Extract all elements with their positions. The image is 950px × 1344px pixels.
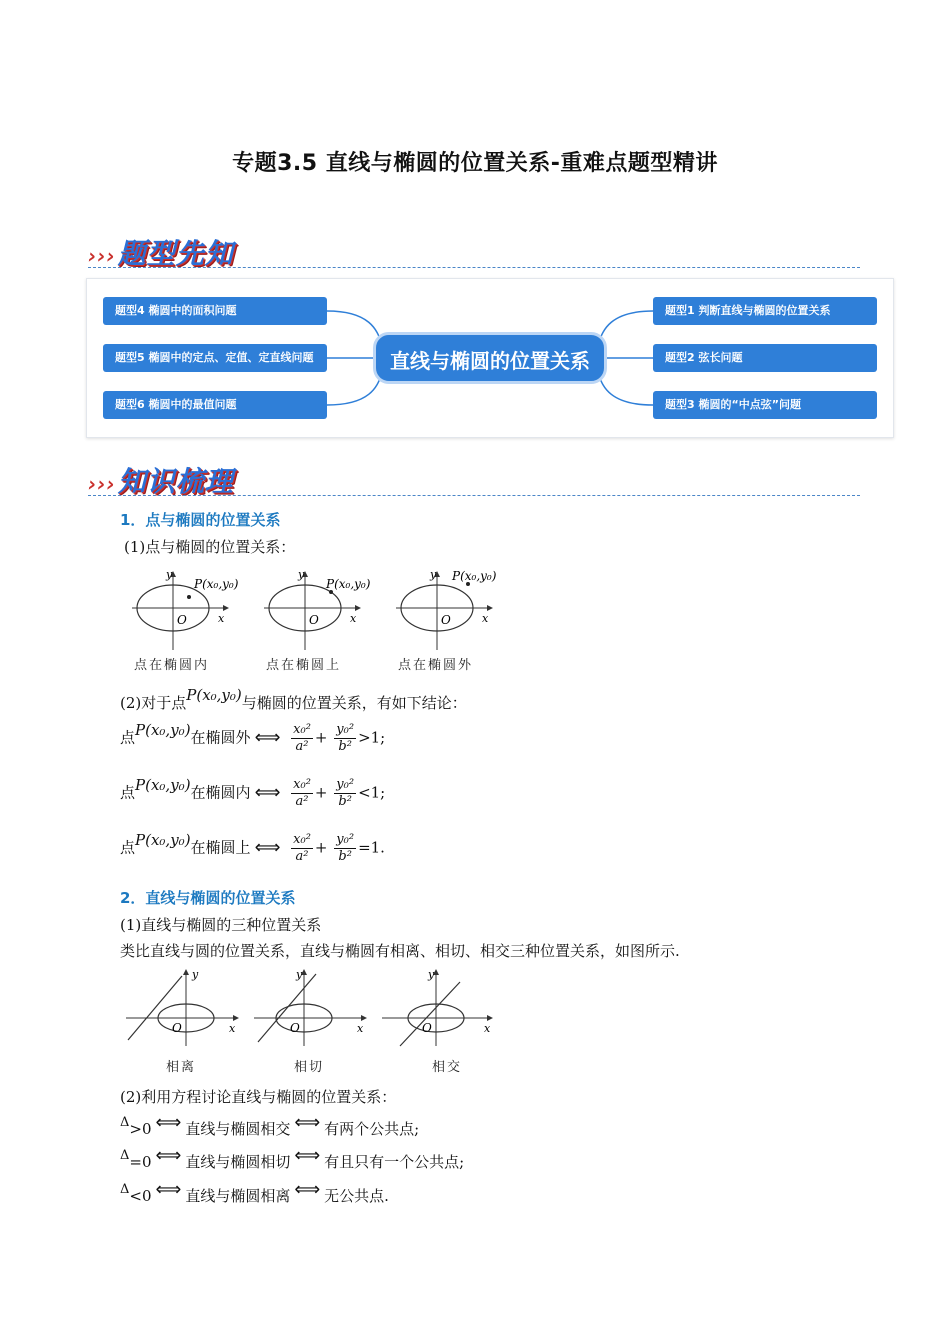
sub2-prefix: (2)对于点 [120,694,187,712]
fraction-x: $\frac{\text{x₀²}}{\text{a²}}$ [293,832,311,864]
subheading-1-2 [120,686,467,713]
subheading-2-2: (2)利用方程讨论直线与椭圆的位置关系： [120,1088,397,1106]
iff-icon: ⟺ [294,1179,321,1200]
banner-text: 知识梳理 [117,465,234,498]
banner-arrows-icon: ››› [88,472,116,496]
axis-x-label: x [350,612,357,625]
plus-sign: + [314,728,328,747]
row-prefix: 点 [120,838,136,857]
row-where: 在椭圆内 [190,783,251,802]
plus-sign: + [314,838,328,857]
axis-y-label: y [298,568,305,581]
origin-label: O [290,1021,300,1035]
relation: 直线与椭圆相切 [185,1153,291,1171]
figure-line-ellipse [124,966,504,1048]
fraction-y: $\frac{\text{y₀²}}{\text{b²}}$ [336,722,355,754]
fraction-y: $\frac{\text{y₀²}}{\text{b²}}$ [336,777,355,809]
row-where: 在椭圆上 [190,838,251,857]
comparison: >1; [358,728,386,747]
result: 有且只有一个公共点; [324,1153,465,1171]
condition-row-outside [120,722,385,755]
iff-icon: ⟺ [254,781,281,803]
axis-y-label: y [166,568,173,581]
row-prefix: 点 [120,728,136,747]
delta-cmp: <0 [129,1187,152,1205]
banner-text: 题型先知 [117,237,234,270]
row-where: 在椭圆外 [190,728,251,747]
axis-x-label: x [484,1022,491,1035]
caption-on: 点在椭圆上 [266,658,342,673]
paragraph: 类比直线与圆的位置关系，直线与椭圆有相离、相切、相交三种位置关系，如图所示. [120,942,680,960]
point-label: P(x₀,y₀) [194,577,239,591]
diagram-point-inside [132,568,239,650]
iff-icon: ⟺ [155,1179,182,1200]
caption-outside: 点在椭圆外 [398,658,474,673]
caption-inside: 点在椭圆内 [134,658,210,673]
origin-label: O [309,613,319,627]
divider [88,267,860,268]
iff-icon: ⟺ [294,1145,321,1166]
delta-icon: Δ [120,1115,130,1130]
fraction-x: $\frac{\text{x₀²}}{\text{a²}}$ [293,722,311,754]
result: 无公共点. [324,1187,389,1205]
axis-y-label: y [430,568,437,581]
mindmap-node-type3: 题型3 椭圆的“中点弦”问题 [653,391,877,419]
mindmap-node-type4: 题型4 椭圆中的面积问题 [103,297,327,325]
condition-row-inside [120,777,385,810]
sub2-suffix: 与椭圆的位置关系，有如下结论： [241,694,467,712]
point-expression: P(x₀,y₀) [135,775,191,794]
point-label: P(x₀,y₀) [326,577,371,591]
axis-x-label: x [229,1022,236,1035]
delta-row-intersect [120,1112,420,1139]
mindmap-node-type5: 题型5 椭圆中的定点、定值、定直线问题 [103,344,327,372]
caption-tangent: 相切 [294,1060,325,1075]
result: 有两个公共点; [324,1120,420,1138]
comparison: =1. [358,838,385,857]
mindmap-node-type1: 题型1 判断直线与椭圆的位置关系 [653,297,877,325]
delta-icon: Δ [120,1182,130,1197]
banner-knowledge [88,460,234,500]
delta-row-separate [120,1179,389,1206]
delta-cmp: =0 [129,1153,152,1171]
diagram-point-outside [396,568,497,650]
origin-label: O [441,613,451,627]
point-expression: P(x₀,y₀) [135,720,191,739]
banner-arrows-icon: ››› [88,244,116,268]
delta-cmp: >0 [129,1120,152,1138]
iff-icon: ⟺ [254,726,281,748]
page-title: 专题3.5 直线与椭圆的位置关系-重难点题型精讲 [232,151,718,176]
origin-label: O [172,1021,182,1035]
mindmap [86,278,894,438]
iff-icon: ⟺ [294,1112,321,1133]
fraction-y: $\frac{\text{y₀²}}{\text{b²}}$ [336,832,355,864]
diagram-tangent [254,968,366,1046]
diagram-separate [126,968,238,1046]
point-dot [187,595,191,599]
mindmap-center: 直线与椭圆的位置关系 [373,332,607,384]
caption-intersect: 相交 [432,1060,463,1075]
origin-label: O [422,1021,432,1035]
point-expression: P(x₀,y₀) [135,830,191,849]
section-heading-2: 2．直线与椭圆的位置关系 [120,889,296,907]
divider [88,495,860,496]
caption-separate: 相离 [166,1060,197,1075]
fraction-x: $\frac{\text{x₀²}}{\text{a²}}$ [293,777,311,809]
axis-x-label: x [218,612,225,625]
section-heading-1: 1．点与椭圆的位置关系 [120,511,281,529]
diagram-intersect [382,968,492,1046]
origin-label: O [177,613,187,627]
delta-icon: Δ [120,1148,130,1163]
mindmap-node-type2: 题型2 弦长问题 [653,344,877,372]
axis-x-label: x [482,612,489,625]
axis-y-label: y [428,968,435,981]
banner-question-types [88,232,234,272]
subheading-1-1: (1)点与椭圆的位置关系： [124,538,296,556]
plus-sign: + [314,783,328,802]
axis-y-label: y [296,968,303,981]
row-prefix: 点 [120,783,136,802]
point-label: P(x₀,y₀) [452,569,497,583]
diagram-point-on [264,568,371,650]
delta-row-tangent [120,1145,465,1172]
relation: 直线与椭圆相离 [185,1187,291,1205]
relation: 直线与椭圆相交 [185,1120,291,1138]
iff-icon: ⟺ [155,1145,182,1166]
iff-icon: ⟺ [254,836,281,858]
condition-row-on [120,832,385,865]
axis-y-label: y [192,968,199,981]
mindmap-node-type6: 题型6 椭圆中的最值问题 [103,391,327,419]
point-expression: P(x₀,y₀) [186,686,242,704]
axis-x-label: x [357,1022,364,1035]
subheading-2-1: (1)直线与椭圆的三种位置关系 [120,916,322,934]
iff-icon: ⟺ [155,1112,182,1133]
comparison: <1; [358,783,386,802]
